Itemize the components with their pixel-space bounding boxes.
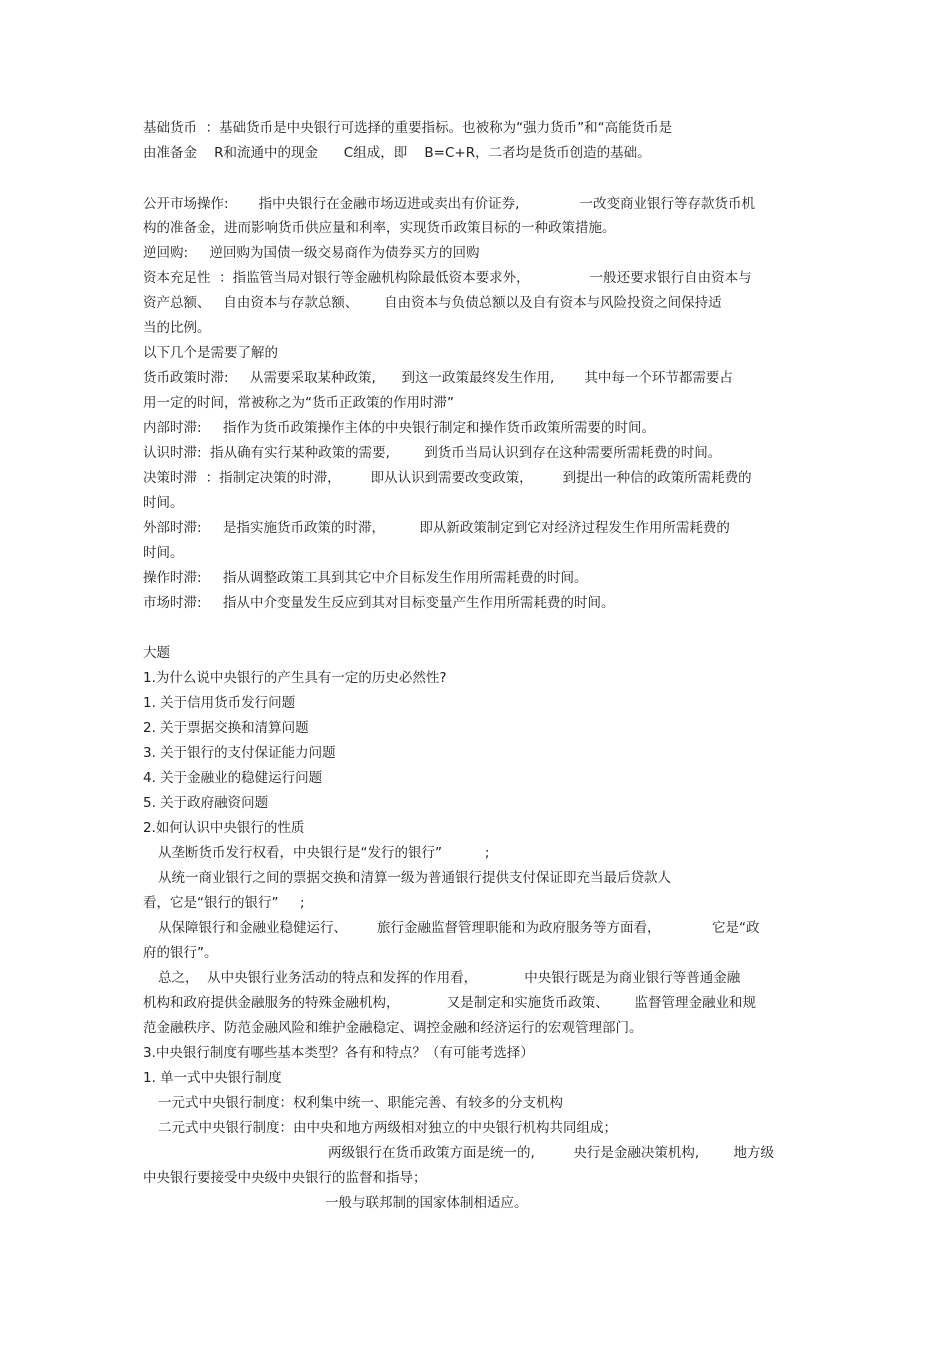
text-line: 以下几个是需要了解的	[143, 345, 278, 361]
text-line: 从垄断货币发行权看，中央银行是“发行的银行” ;	[158, 845, 490, 861]
text-line: 当的比例。	[143, 320, 211, 336]
text-line: 看，它是“银行的银行” ;	[143, 895, 305, 911]
text-line: 基础货币 ：基础货币是中央银行可选择的重要指标。也被称为“强力货币”和“高能货币是	[143, 120, 673, 136]
list-item: 3. 关于银行的支付保证能力问题	[143, 745, 336, 761]
text-line: 市场时滞: 指从中介变量发生反应到其对目标变量产生作用所需耗费的时间。	[143, 595, 615, 611]
list-item: 2. 关于票据交换和清算问题	[143, 720, 309, 736]
text-line: 逆回购: 逆回购为国债一级交易商作为债券买方的回购	[143, 245, 480, 261]
text-line: 总之， 从中央银行业务活动的特点和发挥的作用看， 中央银行既是为商业银行等普通金融	[158, 970, 741, 986]
text-line: 两级银行在货币政策方面是统一的, 央行是金融决策机构, 地方级	[328, 1145, 775, 1161]
text-line: 决策时滞 ：指制定决策的时滞， 即从认识到需要改变政策， 到提出一种信的政策所需耗费的	[143, 470, 752, 486]
list-item: 1. 单一式中央银行制度	[143, 1070, 282, 1086]
question-title: 1.为什么说中央银行的产生具有一定的历史必然性?	[143, 670, 447, 686]
text-line: 一般与联邦制的国家体制相适应。	[325, 1195, 528, 1211]
text-line: 公开市场操作: 指中央银行在金融市场迈进或卖出有价证券, 一改变商业银行等存款货币机	[143, 196, 755, 212]
text-line: 认识时滞: 指从确有实行某种政策的需要, 到货币当局认识到存在这种需要所需耗费的时间。	[143, 445, 722, 461]
text-line: 由准备金 R和流通中的现金 C组成，即 B=C+R，二者均是货币创造的基础。	[143, 145, 651, 161]
section-heading: 大题	[143, 645, 170, 661]
text-line: 范金融秩序、防范金融风险和维护金融稳定、调控金融和经济运行的宏观管理部门。	[143, 1020, 643, 1036]
text-line: 外部时滞: 是指实施货币政策的时滞， 即从新政策制定到它对经济过程发生作用所需耗费的	[143, 520, 730, 536]
question-title: 2.如何认识中央银行的性质	[143, 820, 305, 836]
text-line: 时间。	[143, 545, 184, 561]
text-line: 内部时滞: 指作为货币政策操作主体的中央银行制定和操作货币政策所需要的时间。	[143, 420, 656, 436]
text-line: 从保障银行和金融业稳健运行、 旅行金融监督管理职能和为政府服务等方面看， 它是“政	[158, 920, 760, 936]
text-line: 二元式中央银行制度：由中央和地方两级相对独立的中央银行机构共同组成；	[158, 1120, 617, 1136]
list-item: 1. 关于信用货币发行问题	[143, 695, 296, 711]
text-line: 货币政策时滞: 从需要采取某种政策, 到这一政策最终发生作用, 其中每一个环节都需要占	[143, 370, 733, 386]
list-item: 4. 关于金融业的稳健运行问题	[143, 770, 323, 786]
text-line: 中央银行要接受中央级中央银行的监督和指导；	[143, 1170, 427, 1186]
text-line: 资本充足性 ：指监管当局对银行等金融机构除最低资本要求外， 一般还要求银行自由资本与	[143, 270, 752, 286]
question-title: 3.中央银行制度有哪些基本类型？各有和特点？（有可能考选择）	[143, 1045, 534, 1061]
text-line: 构的准备金，进而影响货币供应量和利率，实现货币政策目标的一种政策措施。	[143, 220, 616, 236]
text-line: 资产总额、 自由资本与存款总额、 自由资本与负债总额以及自有资本与风险投资之间保持适	[143, 295, 722, 311]
text-line: 用一定的时间，常被称之为“货币正政策的作用时滞”	[143, 395, 454, 411]
text-line: 府的银行”。	[143, 945, 218, 961]
text-line: 从统一商业银行之间的票据交换和清算一级为普通银行提供支付保证即充当最后贷款人	[158, 870, 671, 886]
text-line: 机构和政府提供金融服务的特殊金融机构， 又是制定和实施货币政策、 监督管理金融业和规	[143, 995, 756, 1011]
text-line: 操作时滞: 指从调整政策工具到其它中介目标发生作用所需耗费的时间。	[143, 570, 588, 586]
list-item: 5. 关于政府融资问题	[143, 795, 269, 811]
text-line: 一元式中央银行制度：权利集中统一、职能完善、有较多的分支机构	[158, 1095, 563, 1111]
text-line: 时间。	[143, 495, 184, 511]
